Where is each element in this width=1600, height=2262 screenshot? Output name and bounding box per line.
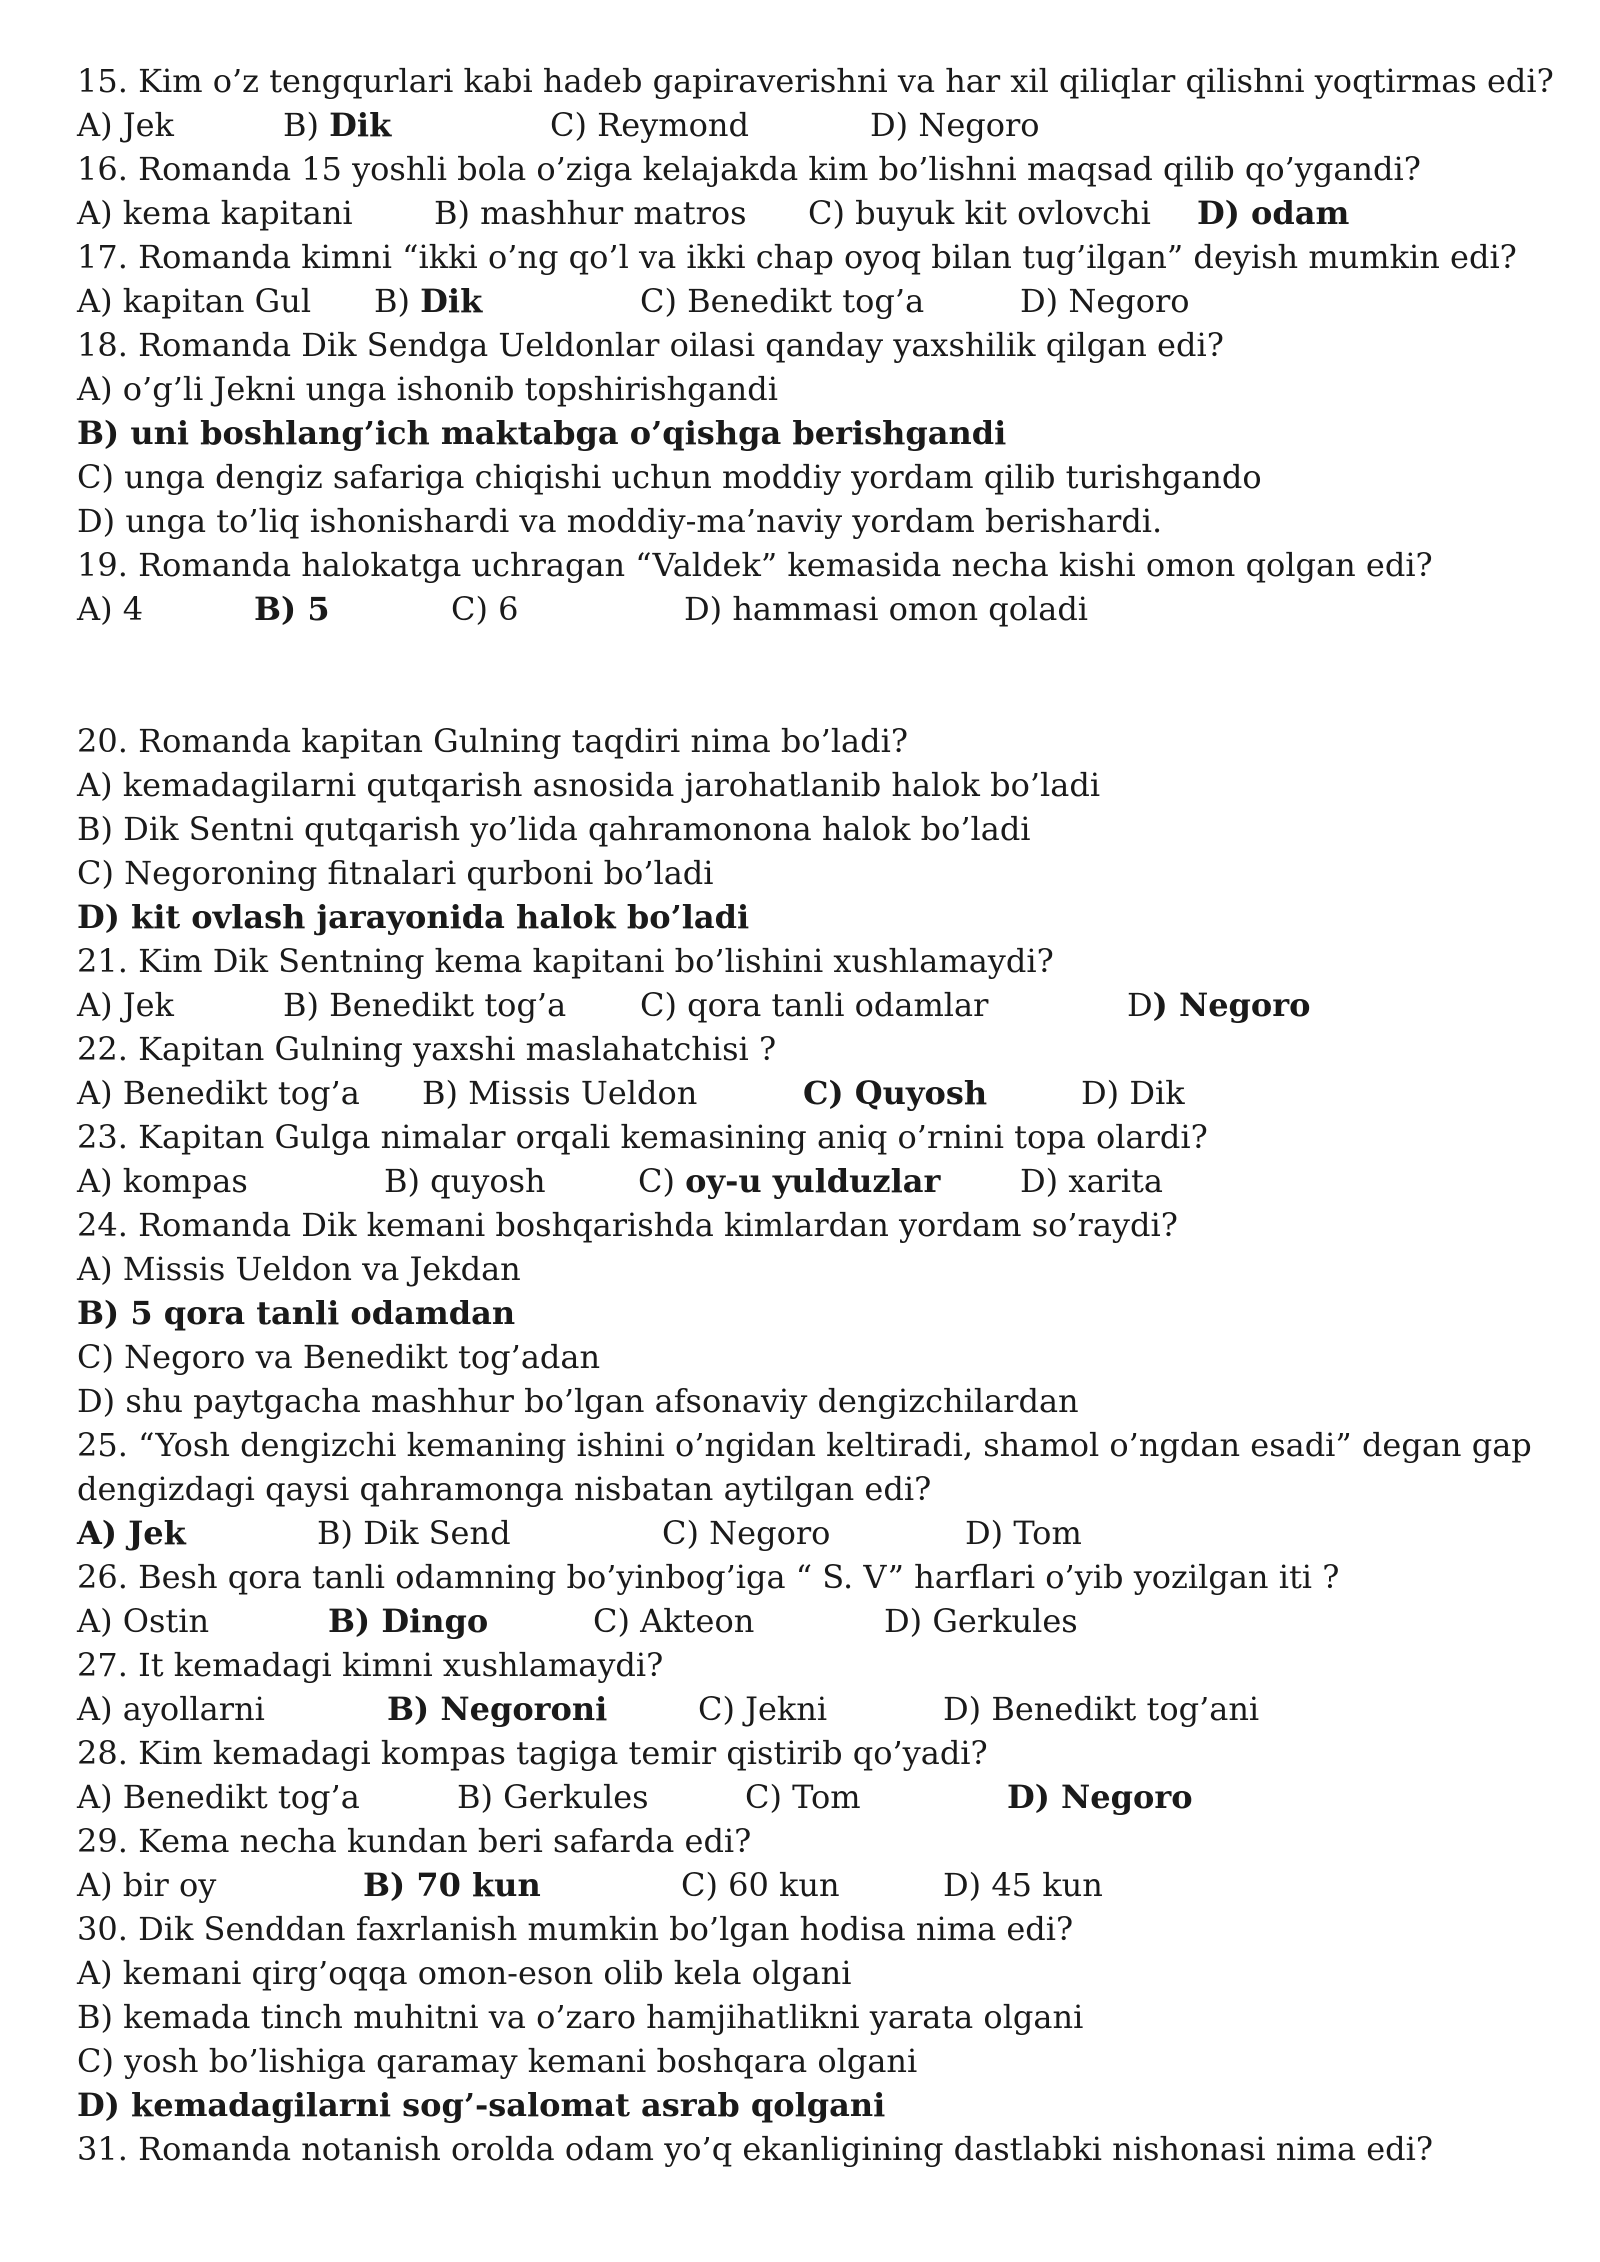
option-d: D) unga to’liq ishonishardi va moddiy-ma’naviy yordam berishardi. bbox=[77, 502, 1163, 540]
correct-answer: ) Negoro bbox=[1152, 986, 1311, 1024]
option-b: B) Missis Ueldon bbox=[422, 1074, 698, 1112]
option-c: C) Negoro va Benedikt tog’adan bbox=[77, 1338, 601, 1376]
option-b: B) Dik Sentni qutqarish yo’lida qahramonona halok bo’ladi bbox=[77, 810, 1031, 848]
option-a: A) Ostin bbox=[77, 1602, 210, 1640]
option-a: A) kapitan Gul bbox=[77, 282, 312, 320]
question-19: 19. Romanda halokatga uchragan “Valdek” kemasida necha kishi omon qolgan edi? bbox=[77, 546, 1433, 584]
option-c: C) unga dengiz safariga chiqishi uchun moddiy yordam qilib turishgando bbox=[77, 458, 1262, 496]
option-c-correct: C) Quyosh bbox=[803, 1074, 988, 1112]
option-c: C) oy-u yulduzlar bbox=[638, 1162, 941, 1200]
option-d: D) hammasi omon qoladi bbox=[684, 590, 1089, 628]
option-a: A) bir oy bbox=[77, 1866, 217, 1904]
option-d-correct: D) Negoro bbox=[1007, 1778, 1193, 1816]
question-27: 27. It kemadagi kimni xushlamaydi? bbox=[77, 1646, 664, 1684]
option-d: D) Negoro bbox=[1020, 282, 1190, 320]
option-c: C) Benedikt tog’a bbox=[640, 282, 925, 320]
option-b-correct: B) 70 kun bbox=[363, 1866, 541, 1904]
option-b: B) Dik bbox=[374, 282, 483, 320]
option-d: D) Gerkules bbox=[884, 1602, 1078, 1640]
option-b: B) kemada tinch muhitni va o’zaro hamjihatlikni yarata olgani bbox=[77, 1998, 1084, 2036]
option-b: B) quyosh bbox=[384, 1162, 546, 1200]
option-b: B) Dik bbox=[283, 106, 392, 144]
option-c: C) Akteon bbox=[593, 1602, 755, 1640]
option-c: C) 6 bbox=[451, 590, 519, 628]
option-a: A) Jek bbox=[77, 986, 174, 1024]
option-d: D) 45 kun bbox=[943, 1866, 1103, 1904]
option-c: C) Tom bbox=[745, 1778, 861, 1816]
option-c: C) qora tanli odamlar bbox=[640, 986, 989, 1024]
question-16: 16. Romanda 15 yoshli bola o’ziga kelajakda kim bo’lishni maqsad qilib qo’ygandi? bbox=[77, 150, 1421, 188]
option-c: C) buyuk kit ovlovchi bbox=[808, 194, 1151, 232]
correct-answer: Dik bbox=[329, 106, 392, 144]
option-a-correct: A) Jek bbox=[77, 1514, 186, 1552]
question-18: 18. Romanda Dik Sendga Ueldonlar oilasi qanday yaxshilik qilgan edi? bbox=[77, 326, 1224, 364]
option-b-correct: B) 5 bbox=[254, 590, 330, 628]
option-d: D) shu paytgacha mashhur bo’lgan afsonaviy dengizchilardan bbox=[77, 1382, 1079, 1420]
correct-answer: Dik bbox=[420, 282, 483, 320]
correct-answer: oy-u yulduzlar bbox=[685, 1162, 941, 1200]
question-30: 30. Dik Senddan faxrlanish mumkin bo’lgan hodisa nima edi? bbox=[77, 1910, 1074, 1948]
option-c: C) yosh bo’lishiga qaramay kemani boshqara olgani bbox=[77, 2042, 918, 2080]
option-b: B) mashhur matros bbox=[434, 194, 747, 232]
question-25-line-1: 25. “Yosh dengizchi kemaning ishini o’ngidan keltiradi, shamol o’ngdan esadi” degan gap bbox=[77, 1426, 1532, 1464]
question-17: 17. Romanda kimni “ikki o’ng qo’l va ikki chap oyoq bilan tug’ilgan” deyish mumkin edi? bbox=[77, 238, 1517, 276]
question-24: 24. Romanda Dik kemani boshqarishda kimlardan yordam so’raydi? bbox=[77, 1206, 1178, 1244]
option-b-correct: B) Negoroni bbox=[387, 1690, 608, 1728]
option-b: B) Gerkules bbox=[457, 1778, 649, 1816]
option-c: C) Jekni bbox=[698, 1690, 828, 1728]
option-d: D) Tom bbox=[965, 1514, 1082, 1552]
option-d: D) xarita bbox=[1020, 1162, 1163, 1200]
option-d: D) Benedikt tog’ani bbox=[943, 1690, 1260, 1728]
option-d-correct: D) odam bbox=[1197, 194, 1350, 232]
option-a: A) Benedikt tog’a bbox=[77, 1074, 360, 1112]
option-a: A) o’g’li Jekni unga ishonib topshirishgandi bbox=[77, 370, 778, 408]
question-31: 31. Romanda notanish orolda odam yo’q ekanligining dastlabki nishonasi nima edi? bbox=[77, 2130, 1434, 2168]
option-d-correct: D) kemadagilarni sog’-salomat asrab qolgani bbox=[77, 2086, 886, 2124]
option-d: D) Negoro bbox=[1127, 986, 1311, 1024]
question-15: 15. Kim o’z tengqurlari kabi hadeb gapiraverishni va har xil qiliqlar qilishni yoqtirmas edi? bbox=[77, 62, 1554, 100]
option-a: A) kema kapitani bbox=[77, 194, 353, 232]
option-a: A) kompas bbox=[77, 1162, 248, 1200]
question-20: 20. Romanda kapitan Gulning taqdiri nima bo’ladi? bbox=[77, 722, 908, 760]
option-a: A) 4 bbox=[77, 590, 144, 628]
option-b: B) Dik Send bbox=[317, 1514, 511, 1552]
option-c: C) Reymond bbox=[550, 106, 749, 144]
option-c: C) 60 kun bbox=[681, 1866, 840, 1904]
option-b-correct: B) 5 qora tanli odamdan bbox=[77, 1294, 516, 1332]
option-b-correct: B) uni boshlang’ich maktabga o’qishga berishgandi bbox=[77, 414, 1007, 452]
option-b-correct: B) Dingo bbox=[328, 1602, 489, 1640]
question-22: 22. Kapitan Gulning yaxshi maslahatchisi ? bbox=[77, 1030, 777, 1068]
option-a: A) kemani qirg’oqqa omon-eson olib kela olgani bbox=[77, 1954, 852, 1992]
option-a: A) Jek bbox=[77, 106, 174, 144]
option-a: A) Benedikt tog’a bbox=[77, 1778, 360, 1816]
option-a: A) kemadagilarni qutqarish asnosida jarohatlanib halok bo’ladi bbox=[77, 766, 1101, 804]
option-a: A) ayollarni bbox=[77, 1690, 265, 1728]
question-28: 28. Kim kemadagi kompas tagiga temir qistirib qo’yadi? bbox=[77, 1734, 988, 1772]
option-c: C) Negoroning fitnalari qurboni bo’ladi bbox=[77, 854, 714, 892]
question-21: 21. Kim Dik Sentning kema kapitani bo’lishini xushlamaydi? bbox=[77, 942, 1054, 980]
option-d: D) Dik bbox=[1081, 1074, 1185, 1112]
option-d: D) Negoro bbox=[870, 106, 1040, 144]
question-23: 23. Kapitan Gulga nimalar orqali kemasining aniq o’rnini topa olardi? bbox=[77, 1118, 1208, 1156]
option-a: A) Missis Ueldon va Jekdan bbox=[77, 1250, 521, 1288]
question-25-line-2: dengizdagi qaysi qahramonga nisbatan aytilgan edi? bbox=[77, 1470, 932, 1508]
option-b: B) Benedikt tog’a bbox=[283, 986, 567, 1024]
option-c: C) Negoro bbox=[662, 1514, 831, 1552]
option-d-correct: D) kit ovlash jarayonida halok bo’ladi bbox=[77, 898, 750, 936]
question-29: 29. Kema necha kundan beri safarda edi? bbox=[77, 1822, 752, 1860]
question-26: 26. Besh qora tanli odamning bo’yinbog’iga “ S. V” harflari o’yib yozilgan iti ? bbox=[77, 1558, 1340, 1596]
